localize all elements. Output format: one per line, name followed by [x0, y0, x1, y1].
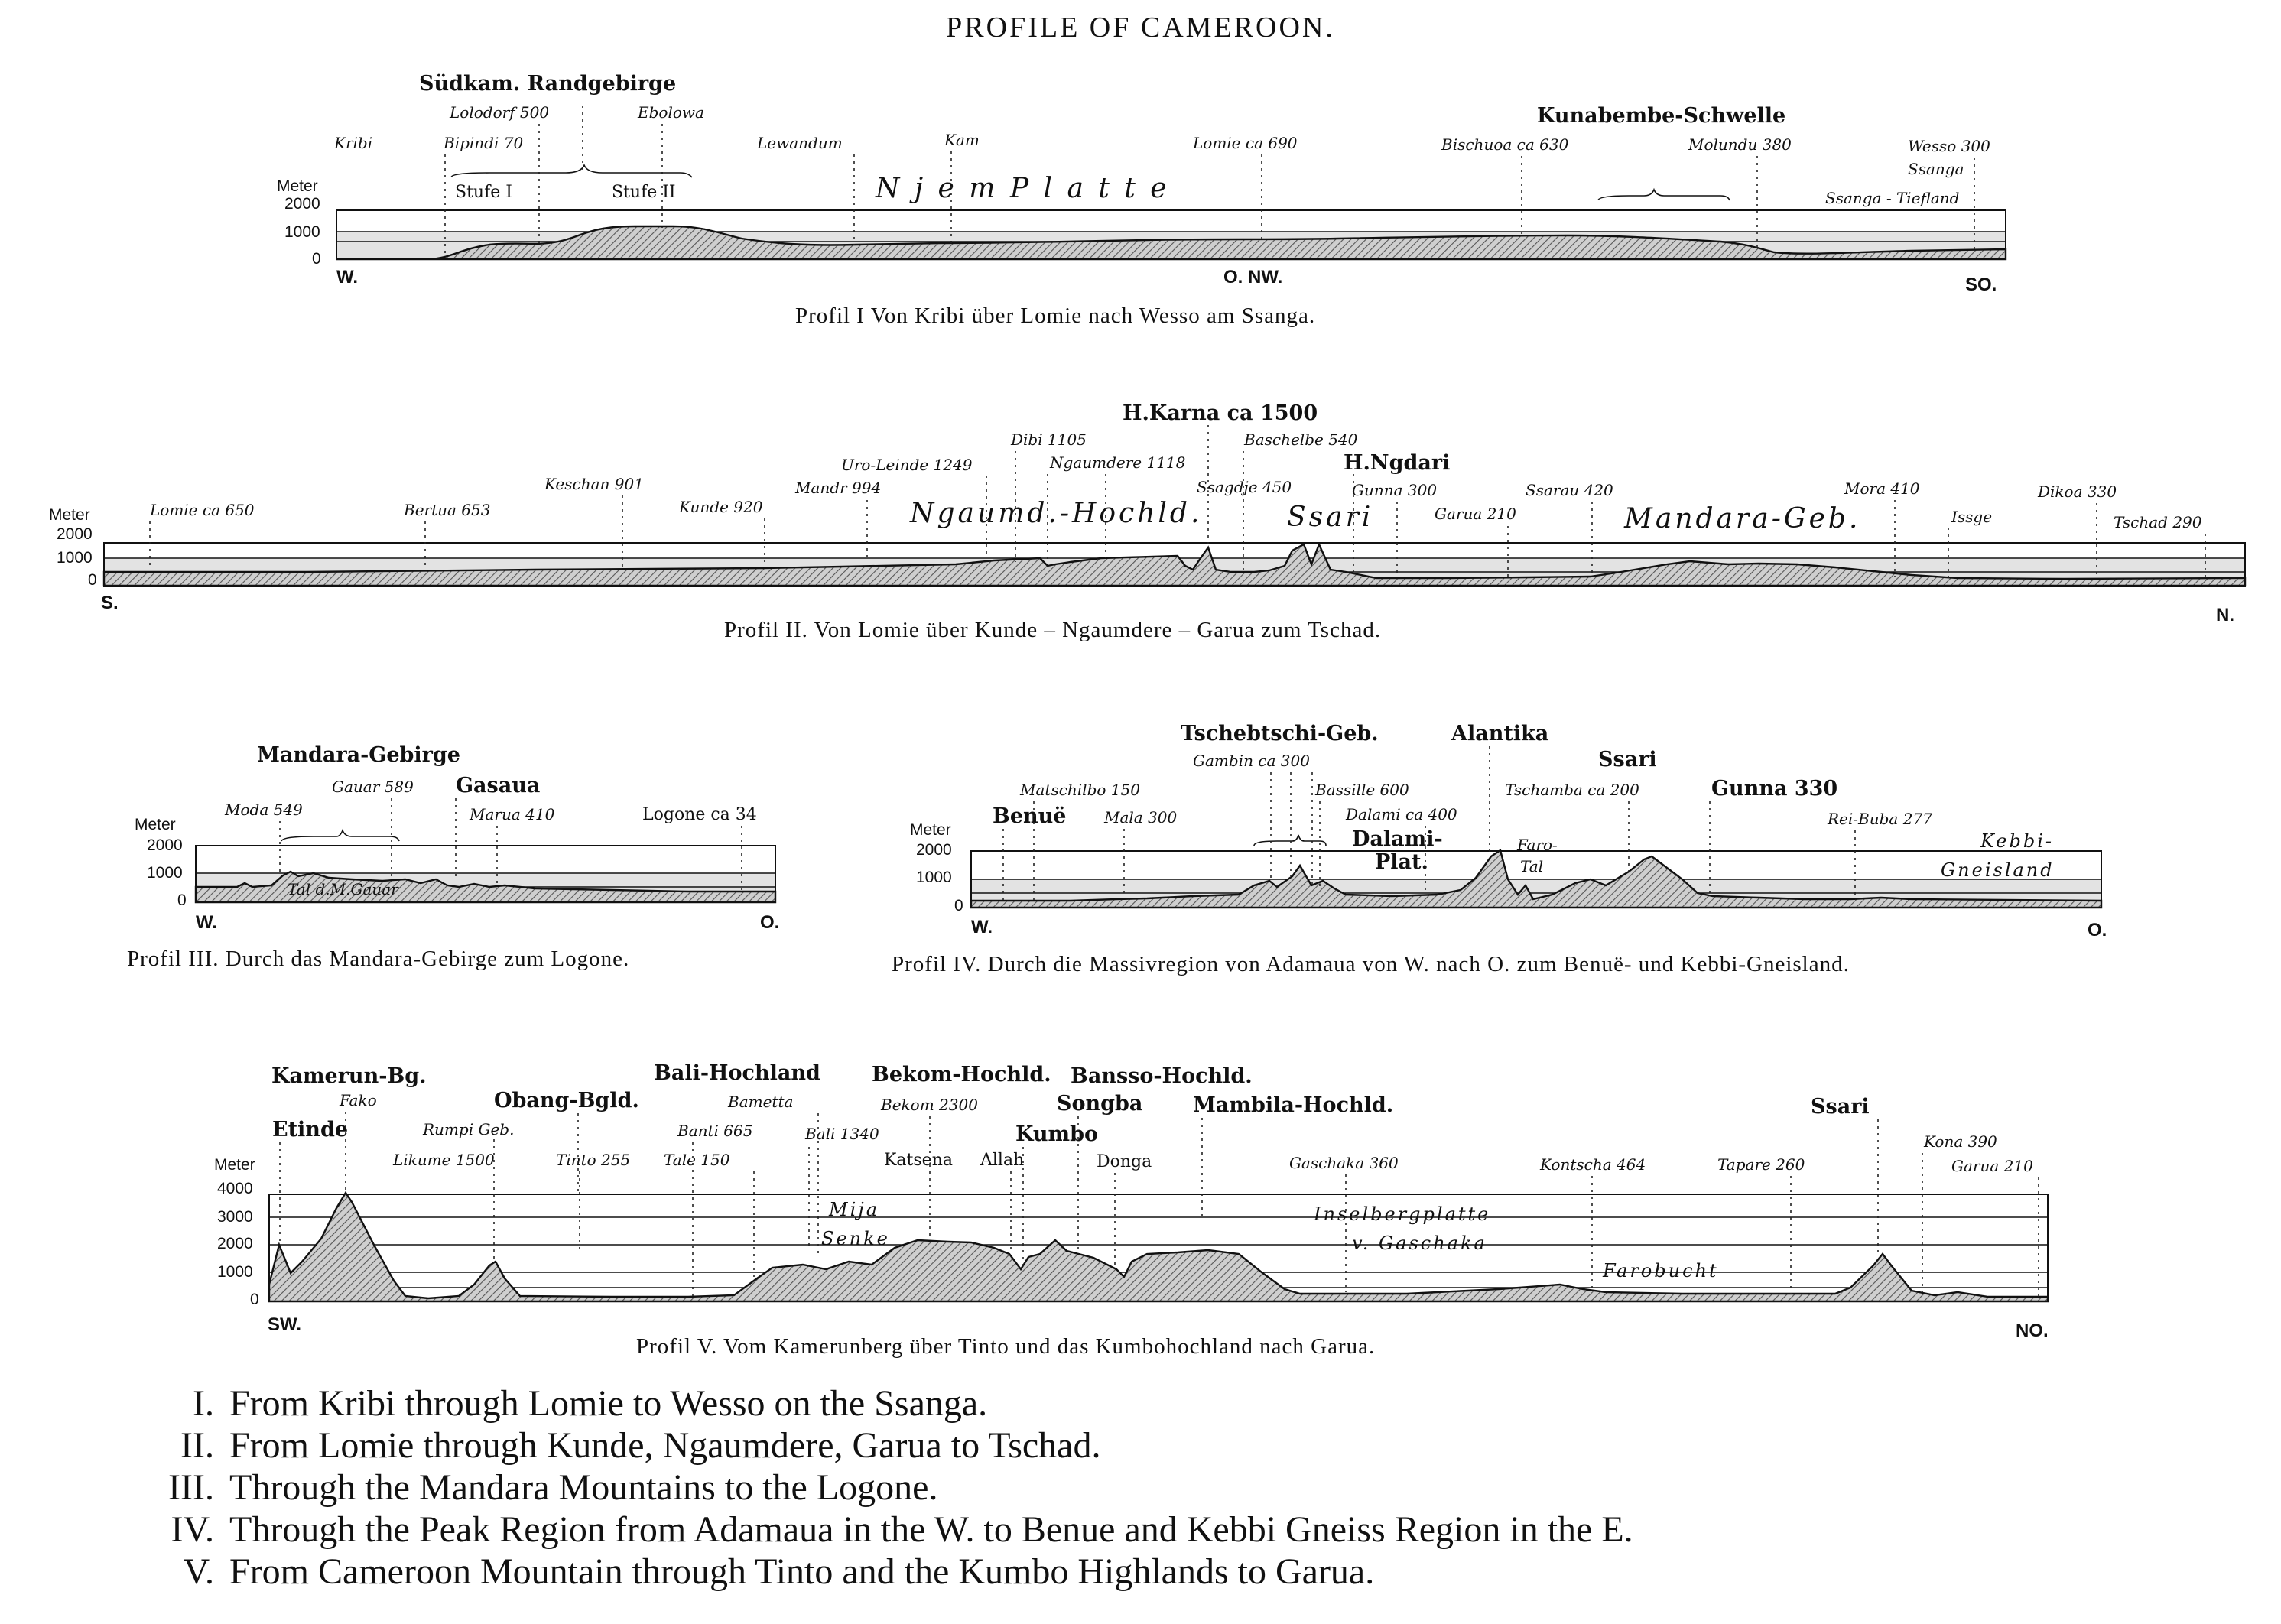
place-label: Rumpi Geb. [423, 1120, 515, 1138]
place-label: Gaschaka 360 [1289, 1154, 1399, 1172]
place-label: Garua 210 [1951, 1157, 2033, 1175]
profile-3 [127, 743, 779, 971]
axis-tick-2000: 2000 [147, 836, 183, 854]
place-label: Wesso 300 [1908, 137, 1990, 155]
profile-caption: Profil V. Vom Kamerunberg über Tinto und das Kumbohochland nach Garua. [636, 1334, 1376, 1359]
place-label: Likume 1500 [393, 1151, 495, 1169]
axis-tick-1000: 1000 [57, 549, 93, 567]
axis-tick-1000: 1000 [147, 864, 183, 882]
place-label: Etinde [272, 1118, 348, 1142]
region-label: Kunabembe-Schwelle [1537, 104, 1786, 128]
region-label: Bansso-Hochld. [1071, 1064, 1253, 1088]
place-label: Ngaumdere 1118 [1050, 453, 1186, 472]
axis-tick-2000: 2000 [284, 195, 320, 213]
region-label: Ssari [1811, 1095, 1870, 1119]
place-label: Lewandum [757, 134, 843, 152]
region-label: Tschebtschi-Geb. [1181, 722, 1379, 745]
place-label: Mandr 994 [795, 479, 882, 497]
place-label: Baschelbe 540 [1244, 430, 1358, 449]
place-label: Kunde 920 [679, 498, 763, 516]
place-label: Lomie ca 650 [150, 501, 255, 519]
region-label: Ssari [1598, 748, 1657, 771]
direction-southwest: SW. [268, 1314, 302, 1335]
region-label: Alantika [1451, 722, 1549, 745]
place-label: Marua 410 [470, 805, 555, 823]
region-label: Plat. [1375, 850, 1428, 874]
place-label: Issge [1951, 508, 1993, 526]
place-label: Songba [1057, 1092, 1143, 1116]
place-label: Mora 410 [1844, 479, 1920, 498]
profile-5 [214, 1061, 2049, 1359]
legend-text: From Lomie through Kunde, Ngaumdere, Garua to Tschad. [229, 1425, 1101, 1466]
profile-caption: Profil II. Von Lomie über Kunde – Ngaumdere – Garua zum Tschad. [724, 618, 1382, 642]
page-title: PROFILE OF CAMEROON. [946, 11, 1335, 44]
lowland-label: Ssanga - Tiefland [1825, 189, 1960, 207]
place-label: Dikoa 330 [2038, 482, 2117, 501]
place-label: Banti 665 [677, 1122, 753, 1140]
axis-unit-label: Meter [135, 816, 176, 833]
place-label: Donga [1097, 1152, 1152, 1171]
legend-text: Through the Mandara Mountains to the Logone. [229, 1467, 938, 1508]
axis-tick-0: 0 [312, 250, 321, 268]
place-label: Kribi [334, 134, 373, 152]
place-label: Bametta [728, 1093, 794, 1111]
place-label: Gunna 300 [1352, 481, 1438, 499]
legend-row [99, 1551, 2240, 1593]
english-legend [99, 1382, 2240, 1593]
legend-text: Through the Peak Region from Adamaua in the W. to Benue and Kebbi Gneiss Region in the E. [229, 1509, 1633, 1550]
legend-text: From Kribi through Lomie to Wesso on the Ssanga. [229, 1383, 988, 1424]
direction-south: S. [101, 593, 119, 613]
axis-tick-2000: 2000 [217, 1235, 253, 1252]
direction-west: W. [196, 912, 217, 933]
region-label: Bekom-Hochld. [872, 1063, 1051, 1086]
profile-2 [49, 401, 2245, 642]
direction-north: N. [2216, 605, 2234, 625]
region-label: Ssari [1287, 502, 1374, 533]
place-label: Keschan 901 [544, 475, 644, 493]
place-label: Bischuoa ca 630 [1441, 135, 1569, 154]
legend-row [99, 1466, 2240, 1509]
legend-numeral: I. [193, 1383, 214, 1424]
place-label: Allah [980, 1151, 1025, 1170]
direction-mid: O. NW. [1223, 267, 1283, 287]
axis-tick-0: 0 [177, 892, 187, 909]
place-label: Tapare 260 [1717, 1155, 1805, 1174]
direction-east: O. [2088, 920, 2107, 940]
place-label: Tschad 290 [2114, 513, 2202, 531]
legend-text: From Cameroon Mountain through Tinto and the Kumbo Highlands to Garua. [229, 1551, 1375, 1592]
legend-numeral: V. [183, 1551, 214, 1592]
region-label: Mandara-Gebirge [257, 743, 460, 767]
place-label: Bekom 2300 [881, 1096, 978, 1114]
place-label: Gasaua [456, 774, 541, 797]
profile-caption: Profil IV. Durch die Massivregion von Adamaua von W. nach O. zum Benuë- und Kebbi-Gneisland. [892, 952, 1850, 976]
plateau-label: N j e m P l a t t e [876, 173, 1170, 204]
axis-tick-1000: 1000 [916, 869, 952, 886]
place-label: Bertua 653 [404, 501, 491, 519]
legend-row [99, 1509, 2240, 1551]
region-label: Dalami- [1352, 827, 1443, 851]
place-label: H.Ngdari [1344, 451, 1451, 475]
valley-label: Tal d.M.Gauar [288, 880, 398, 898]
plateau-label: Inselbergplatte [1314, 1203, 1491, 1225]
legend-row [99, 1424, 2240, 1466]
place-label: Dibi 1105 [1011, 430, 1087, 449]
place-label: Ssarau 420 [1526, 481, 1613, 499]
region-label: Südkam. Randgebirge [419, 72, 677, 96]
place-label: Mala 300 [1104, 808, 1178, 827]
axis-tick-2000: 2000 [57, 525, 93, 543]
place-label: Fako [340, 1091, 377, 1109]
place-label: Rei-Buba 277 [1828, 810, 1932, 828]
region-label: Ngaumd.-Hochld. [910, 498, 1203, 529]
place-label: Molundu 380 [1688, 135, 1792, 154]
direction-west: W. [971, 917, 993, 937]
place-label: Bipindi 70 [444, 134, 524, 152]
legend-row [99, 1382, 2240, 1424]
place-label: Tschamba ca 200 [1505, 781, 1639, 799]
axis-tick-2000: 2000 [916, 841, 952, 859]
legend-numeral: IV. [171, 1509, 214, 1550]
axis-unit-label: Meter [49, 506, 90, 524]
axis-unit-label: Meter [910, 821, 951, 839]
axis-tick-4000: 4000 [217, 1180, 253, 1197]
place-label: Matschilbo 150 [1020, 781, 1140, 799]
region-label: Tal [1520, 857, 1544, 875]
place-label: Gunna 330 [1711, 777, 1838, 801]
plateau-label: Farobucht [1603, 1260, 1719, 1281]
place-label: Tale 150 [664, 1151, 730, 1169]
plateau-label: Mija [829, 1199, 879, 1220]
stufe-label: Stufe II [612, 183, 676, 202]
region-label: Bali-Hochland [654, 1061, 820, 1085]
region-label: Mandara-Geb. [1624, 503, 1861, 534]
place-label: Kam [944, 131, 980, 149]
region-label: Kamerun-Bg. [271, 1064, 427, 1088]
axis-tick-0: 0 [250, 1291, 259, 1308]
profile-4 [892, 722, 2107, 976]
place-label: Ebolowa [638, 103, 704, 122]
profile-caption: Profil I Von Kribi über Lomie nach Wesso am Ssanga. [795, 304, 1316, 328]
place-label: Garua 210 [1435, 505, 1516, 523]
profile-caption: Profil III. Durch das Mandara-Gebirge zum Logone. [127, 947, 630, 971]
legend-numeral: II. [180, 1425, 214, 1466]
plateau-label: Senke [821, 1228, 890, 1249]
axis-tick-0: 0 [954, 897, 963, 914]
direction-west: W. [336, 267, 358, 287]
place-label: Lolodorf 500 [450, 103, 550, 122]
region-label: Faro- [1517, 836, 1558, 854]
place-label: Moda 549 [225, 801, 303, 819]
place-label: Gauar 589 [332, 778, 414, 796]
place-label: Bassille 600 [1315, 781, 1409, 799]
place-label: Lomie ca 690 [1193, 134, 1298, 152]
legend-numeral: III. [168, 1467, 214, 1508]
place-label: Kontscha 464 [1540, 1155, 1646, 1174]
axis-unit-label: Meter [214, 1156, 255, 1174]
place-label: Ssagdje 450 [1197, 478, 1292, 496]
place-label: Gambin ca 300 [1193, 752, 1310, 770]
peak-label: H.Karna ca 1500 [1123, 401, 1318, 425]
direction-east: O. [760, 912, 780, 933]
region-label: Kebbi- [1980, 830, 2054, 852]
axis-tick-0: 0 [88, 571, 97, 589]
place-label: Dalami ca 400 [1346, 805, 1457, 823]
stufe-label: Stufe I [455, 183, 512, 202]
profile-1 [277, 72, 2006, 328]
place-label: Benuë [993, 804, 1067, 828]
axis-tick-3000: 3000 [217, 1208, 253, 1226]
axis-tick-1000: 1000 [284, 223, 320, 241]
axis-unit-label: Meter [277, 177, 318, 195]
place-label: Logone ca 34 [642, 805, 757, 824]
place-label: Ssanga [1908, 160, 1964, 178]
place-label: Uro-Leinde 1249 [841, 456, 973, 474]
place-label: Tinto 255 [556, 1151, 631, 1169]
place-label: Kona 390 [1924, 1132, 1997, 1151]
terrain-profile [269, 1193, 2048, 1301]
axis-tick-1000: 1000 [217, 1263, 253, 1281]
place-label: Bali 1340 [805, 1125, 879, 1143]
plateau-label: v. Gaschaka [1352, 1233, 1487, 1254]
place-label: Obang-Bgld. [494, 1089, 639, 1112]
region-label: Gneisland [1941, 859, 2055, 881]
direction-northeast: NO. [2016, 1320, 2049, 1341]
region-label: Mambila-Hochld. [1193, 1093, 1394, 1117]
direction-southeast: SO. [1965, 274, 1997, 295]
place-label: Katsena [884, 1151, 953, 1170]
place-label: Kumbo [1015, 1122, 1098, 1146]
